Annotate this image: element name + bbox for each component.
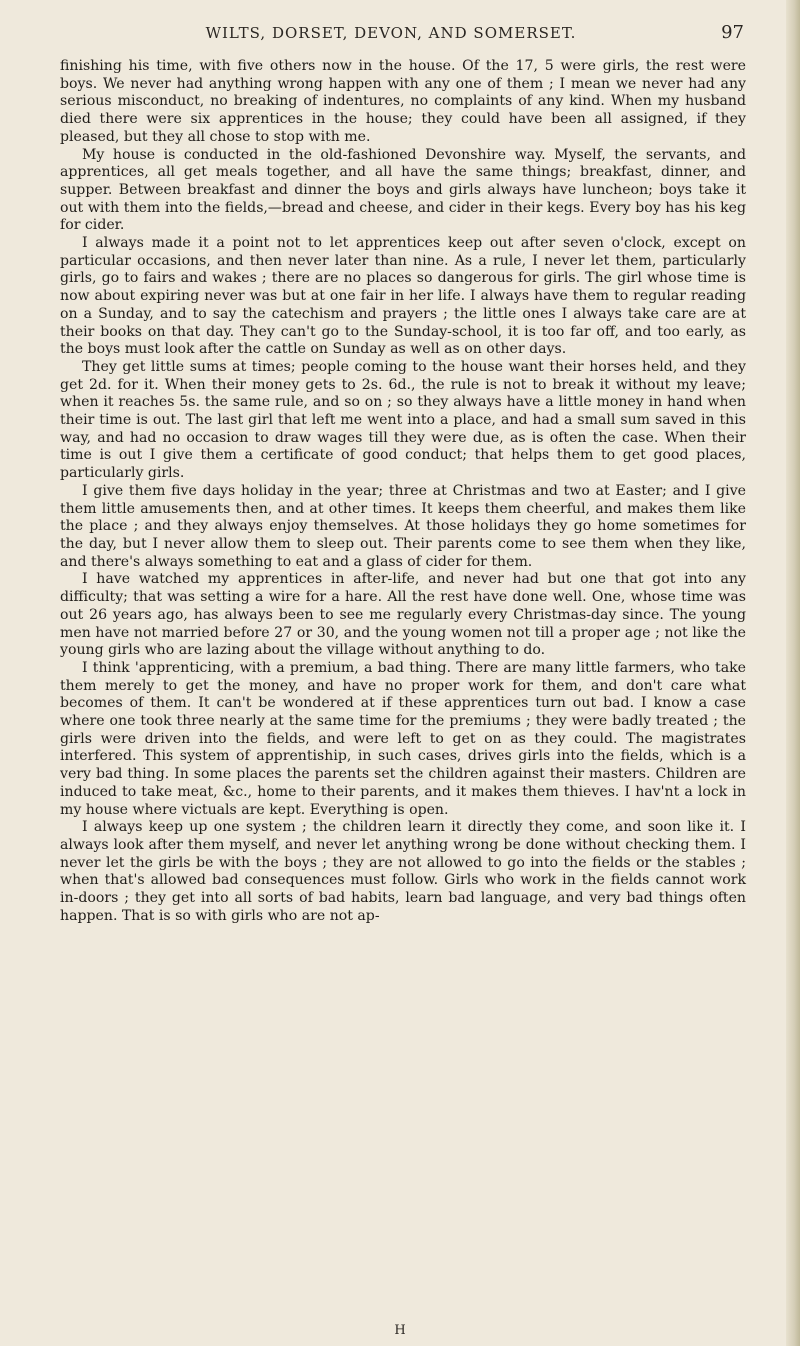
page-header [38,22,744,48]
paragraph: I always keep up one system ; the children learn it directly they come, and soon like it. I always look after them myself, and never let anything wrong be done without checking them. I never let the girls be with the boys ; they are not allowed to go into the fields or the stables ; when that's allowed bad consequences must follow. Girls who work in the fields cannot work in-doors ; they get into all sorts of bad habits, learn bad language, and very bad things often happen. That is so with girls who are not ap- [60,819,746,924]
paragraph: I think 'apprenticing, with a premium, a bad thing. There are many little farmers, who take them merely to get the money, and have no proper work for them, and don't care what becomes of them. It can't be wondered at if these apprentices turn out bad. I know a case where one took three nearly at the same time for the premiums ; they were badly treated ; the girls were driven into the fields, and were left to get on as they could. The magistrates interfered. This system of apprentiship, in such cases, drives girls into the fields, which is a very bad thing. In some places the parents set the children against their masters. Children are induced to take meat, &c., home to their parents, and it makes them thieves. I hav'nt a lock in my house where victuals are kept. Everything is open. [60,659,746,818]
page-edge-shadow [786,0,800,1346]
running-head: WILTS, DORSET, DEVON, AND SOMERSET. [205,24,577,42]
page-number: 97 [721,22,744,43]
paragraph: I give them five days holiday in the year; three at Christmas and two at Easter; and I give them little amusements then, and at other times. It keeps them cheerful, and makes them like the place ; and they always enjoy themselves. At those holidays they go home sometimes for the day, but I never allow them to sleep out. Their parents come to see them when they like, and there's always something to eat and a glass of cider for them. [60,482,746,570]
paragraph: My house is conducted in the old-fashioned Devonshire way. Myself, the servants, and apprentices, all get meals together, and all have the same things; breakfast, dinner, and supper. Between breakfast and dinner the boys and girls always have luncheon; boys take it out with them into the fields,—bread and cheese, and cider in their kegs. Every boy has his keg for cider. [60,146,746,234]
paragraph: I always made it a point not to let apprentices keep out after seven o'clock, except on particular occasions, and then never later than nine. As a rule, I never let them, particularly girls, go to fairs and wakes ; there are no places so dangerous for girls. The girl whose time is now about expiring never was but at one fair in her life. I always have them to regular reading on a Sunday, and to say the catechism and prayers ; the little ones I always take care are at their books on that day. They can't go to the Sunday-school, it is too far off, and too early, as the boys must look after the cattle on Sunday as well as on other days. [60,235,746,358]
paragraph: I have watched my apprentices in after-life, and never had but one that got into any difficulty; that was setting a wire for a hare. All the rest have done well. One, whose time was out 26 years ago, has always been to see me regularly every Christmas-day since. The young men have not married before 27 or 30, and the young women not till a proper age ; not like the young girls who are lazing about the village without anything to do. [60,571,746,659]
signature-mark: H [394,1323,406,1338]
paragraph: finishing his time, with five others now in the house. Of the 17, 5 were girls, the rest were boys. We never had anything wrong happen with any one of them ; I mean we never had any serious misconduct, no breaking of indentures, no complaints of any kind. When my husband died there were six apprentices in the house; they could have been all assigned, if they pleased, but they all chose to stop with me. [60,58,746,145]
paragraph: They get little sums at times; people coming to the house want their horses held, and they get 2d. for it. When their money gets to 2s. 6d., the rule is not to break it without my leave; when it reaches 5s. the same rule, and so on ; so they always have a little money in hand when their time is out. The last girl that left me went into a place, and had a small sum saved in this way, and had no occasion to draw wages till they were due, as is often the case. When their time is out I give them a certificate of good conduct; that helps them to get good places, particularly girls. [60,358,746,482]
body-text [60,58,746,925]
